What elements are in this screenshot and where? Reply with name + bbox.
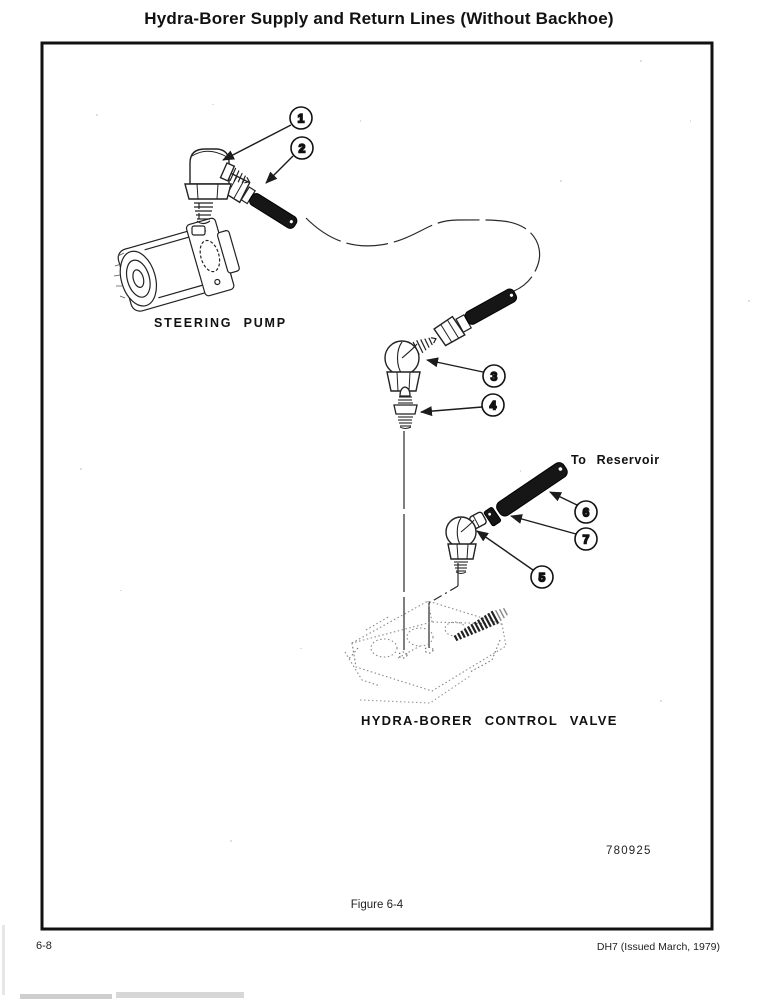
- svg-text:5: 5: [538, 570, 546, 585]
- svg-text:2: 2: [298, 141, 306, 156]
- elbow-fitting-3: [385, 332, 439, 391]
- callout-3: [483, 365, 505, 387]
- svg-text:7: 7: [582, 532, 590, 547]
- callout-5: [531, 566, 553, 588]
- straight-fitting-4: [394, 387, 417, 429]
- callout-4: [482, 394, 504, 416]
- svg-text:3: 3: [490, 369, 498, 384]
- callout-1: [290, 107, 312, 129]
- supply-hose-upper: [219, 171, 301, 234]
- svg-text:4: 4: [489, 398, 497, 413]
- figure-frame: [42, 43, 712, 929]
- control-valve-art: [345, 601, 506, 703]
- figure-caption: Figure 6-4: [350, 899, 404, 911]
- to-reservoir-label: To Reservoir: [571, 453, 660, 467]
- elbow-fitting-5: [446, 511, 487, 573]
- hose-curve: [306, 218, 540, 291]
- svg-text:6: 6: [582, 505, 590, 520]
- supply-hose-lower: [433, 285, 521, 347]
- valve-threaded-stud: [453, 606, 509, 645]
- callout-6: [575, 501, 597, 523]
- steering-pump-label: STEERING PUMP: [154, 316, 287, 330]
- callout-7: [575, 528, 597, 550]
- steering-pump-art: [112, 215, 245, 318]
- svg-text:1: 1: [297, 111, 305, 126]
- callout-balloons: [290, 107, 597, 588]
- page-number: 6-8: [36, 940, 52, 952]
- callout-2: [291, 137, 313, 159]
- page-title: Hydra-Borer Supply and Return Lines (Without Backhoe): [144, 9, 614, 28]
- control-valve-label: HYDRA-BORER CONTROL VALVE: [361, 713, 618, 728]
- photo-number: 780925: [606, 845, 652, 857]
- return-hose-6: [484, 460, 571, 526]
- document-reference: DH7 (Issued March, 1979): [596, 941, 720, 953]
